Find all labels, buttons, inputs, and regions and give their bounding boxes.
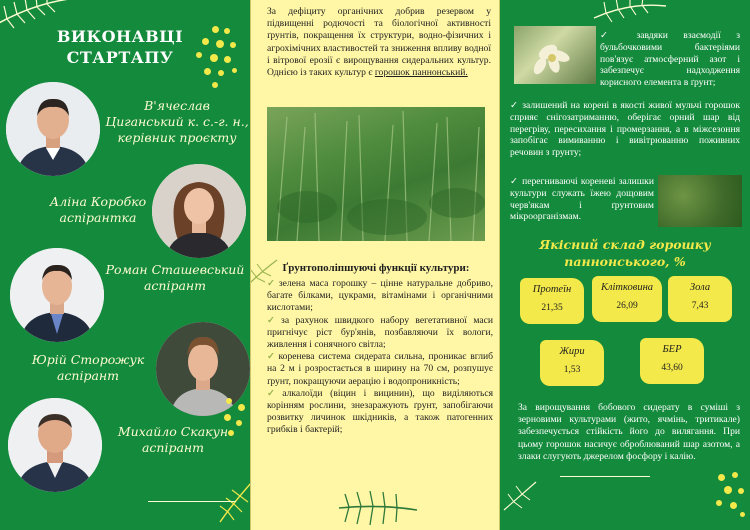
checkmark-icon: ✓ (267, 314, 280, 326)
quality-card-ash (668, 276, 732, 322)
plant-photo (658, 175, 742, 227)
quality-card-ber (640, 338, 704, 384)
quality-value: 43,60 (661, 363, 683, 373)
avatar-person-3 (10, 248, 104, 342)
fern-leaf-icon (500, 478, 540, 514)
info-panel (250, 0, 500, 530)
quality-label: Зола (689, 282, 711, 293)
checkmark-icon: ✓ (267, 351, 277, 363)
quality-card-fat (540, 340, 604, 386)
checkmark-icon: ✓ (267, 387, 281, 399)
quality-label: Протеїн (532, 284, 572, 295)
quality-value: 21,35 (541, 303, 563, 313)
benefits-panel (500, 0, 750, 530)
quality-card-protein (520, 278, 584, 324)
dot-pattern (714, 470, 750, 526)
benefit-2: ✓ залишений на корені в якості живої мульчі горошок сприяє снігозатриманню, оберігає орний шар від перегріву, пересихання і промерзання, а в міжсезоння запобігає вимиванню і вивітрюванню поживних речовин з ґрунту; (510, 100, 740, 159)
quality-label: Жири (559, 346, 585, 357)
intro-highlight: горошок паннонський. (374, 67, 468, 79)
quality-value: 26,09 (616, 301, 638, 311)
function-item: ✓ зелена маса горошку – цінне натуральне добриво, багате білками, цукрами, вітамінами і органічними кислотами; (267, 278, 493, 314)
functions-title: Ґрунтополіпшуючі функції культури: (282, 262, 470, 274)
flower-photo (514, 26, 596, 84)
quality-value: 1,53 (563, 365, 581, 375)
functions-list (267, 278, 493, 437)
function-item: ✓ алкалоїди (віцин і вицинин), що виділяються корінням рослини, знезаражують ґрунт, запобігаючи розвитку личинок шкідників, а також патогенних грибків і бактерій; (267, 387, 493, 436)
intro-text: За дефіциту органічних добрив резервом у підвищенні родючості та біологічної активності ґрунтів, покращення їх структури, водно-фізичних і агрохімічних властивостей та зниження впливу водної і вітрової ерозії є вирощування сидеральних культур. Однією із таких культур є (267, 6, 491, 79)
team-panel (0, 0, 250, 530)
person-4-name: Юрій Сторожук аспірант (31, 352, 145, 383)
function-item: ✓ коренева система сидерата сильна, проникає вглиб на 2 м і розростається в ширину на 70 см, розпушує ґрунт, покращуючи аерацію і водопроникність; (267, 351, 494, 387)
divider (148, 501, 236, 502)
field-photo (267, 107, 485, 241)
checkmark-icon: ✓ (600, 30, 622, 41)
quality-card-fiber (592, 276, 662, 322)
person-3-name: Роман Сташевський аспірант (105, 262, 245, 293)
benefit-3: ✓ перегниваючі кореневі залишки культури служать їжею дощовим черв'якам і ґрунтовим мікроорганізмам. (510, 176, 654, 223)
dot-pattern (194, 24, 244, 104)
dot-pattern-bottom (222, 396, 250, 456)
fern-leaf-icon (335, 488, 421, 528)
quality-label: БЕР (662, 344, 682, 355)
quality-label: Клітковина (600, 282, 654, 293)
avatar-person-2 (152, 164, 246, 258)
checkmark-icon: ✓ (510, 100, 519, 111)
quality-value: 7,43 (691, 301, 709, 311)
quality-title: Якісний склад горошку паннонського, % (539, 237, 711, 269)
person-5-name: Михайло Скакун аспірант (117, 424, 229, 455)
benefit-1: ✓ завдяки взаємодії з бульбочковими бактеріями пов'язує атмосферний азот і забезпечує надходження корисного елемента в ґрунт; (600, 30, 740, 89)
person-1-name: В'ячеслав Циганський к. с.-г. н., керівник проєкту (105, 98, 249, 145)
divider (560, 476, 650, 477)
checkmark-icon: ✓ (510, 176, 519, 187)
closing-paragraph: За вирощування бобового сидерату в суміші з зерновими культурами (жито, ячмінь, тритикале) забезпечується стійкість його до вилягання. При цьому горошок насичує оброблюваний шар азотом, а злаки слугують джерелом фосфору і калію. (518, 402, 740, 462)
checkmark-icon: ✓ (267, 278, 277, 289)
page-title: ВИКОНАВЦІ СТАРТАПУ (56, 27, 184, 67)
fern-leaf-icon (592, 0, 668, 24)
avatar-person-1 (6, 82, 100, 176)
intro-paragraph (267, 6, 491, 79)
avatar-person-5 (8, 398, 102, 492)
function-item: ✓ за рахунок швидкого набору вегетативної маси пригнічує ріст бур'янів, позбавляючи їх вологи, живлення і сонячного світла; (267, 314, 494, 351)
person-2-name: Аліна Коробко аспірантка (49, 194, 147, 225)
